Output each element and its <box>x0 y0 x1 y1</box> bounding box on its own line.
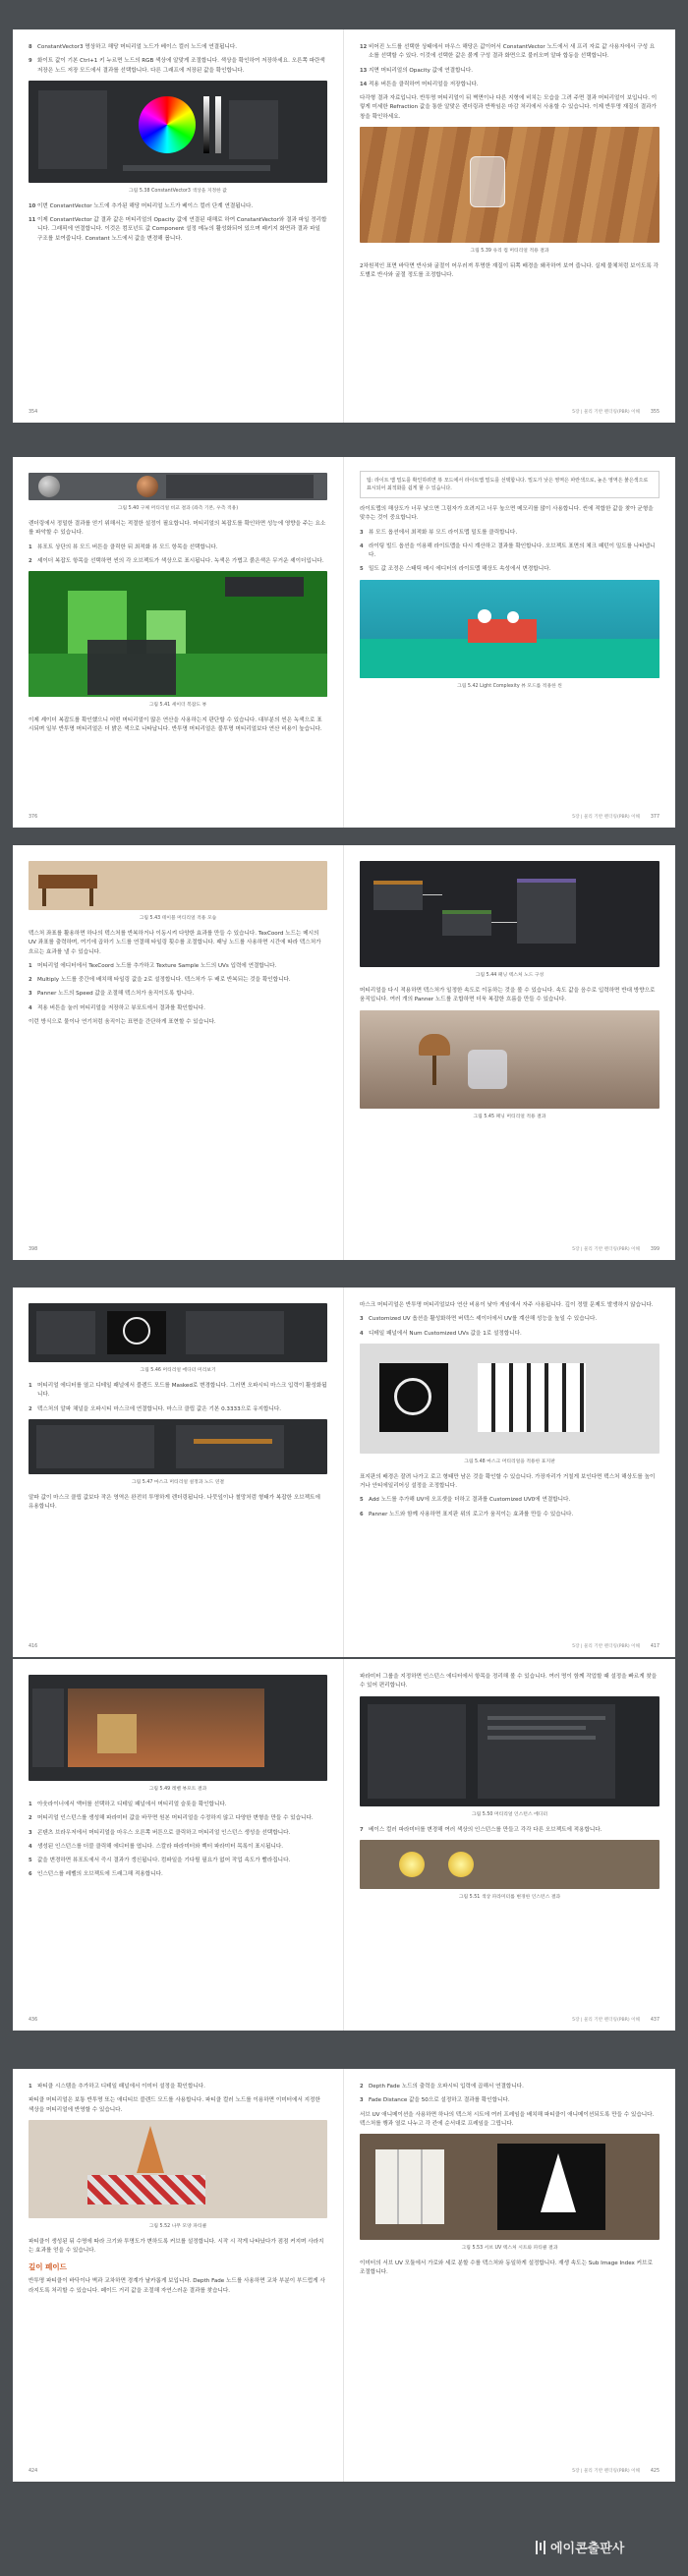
spread-3 <box>13 845 675 1260</box>
page-left <box>13 29 344 423</box>
running-head: 5장 | 물리 기반 렌더링(PBR) 이해 <box>572 815 640 820</box>
page-number: 377 <box>650 815 659 820</box>
step-item: 2 머티리얼 인스턴스를 생성해 파라미터 값을 바꾸면 원본 머티리얼을 수정하지 않고 다양한 변형을 만들 수 있습니다. <box>29 1814 327 1823</box>
paragraph: 렌더링에서 정밀한 결과를 얻기 위해서는 적절한 설정이 필요합니다. 머티리얼의 복잡도를 확인하면 성능에 영향을 주는 요소를 파악할 수 있습니다. <box>29 521 326 537</box>
page-left <box>13 1288 344 1657</box>
paragraph: 이제 셰이더 복잡도를 확인했으니 어떤 머티리얼이 많은 연산을 사용하는지 판단할 수 있습니다. 대부분의 씬은 녹색으로 표시되며 일부 반투명 머티리얼은 더 밝은 색으로 나타납니다. 반투명 머티리얼은 불투명 머티리얼보다 연산 비용이 높습니다. <box>29 717 322 733</box>
running-head: 5장 | 물리 기반 렌더링(PBR) 이해 <box>572 1247 640 1252</box>
paragraph: 알파 값이 마스크 클립 값보다 작은 영역은 완전히 투명하게 렌더링됩니다. 나뭇잎이나 철망처럼 형태가 복잡한 오브젝트에 유용합니다. <box>29 1494 320 1511</box>
page-number: 398 <box>29 1247 38 1252</box>
spread-6 <box>13 2069 675 2482</box>
running-head: 5장 | 물리 기반 렌더링(PBR) 이해 <box>572 410 640 415</box>
figure-caption: 그림 5.46 머티리얼 에디터 미리보기 <box>140 1368 216 1373</box>
page-right <box>344 1659 675 2031</box>
page-left <box>13 845 344 1260</box>
step-item: 3 Fade Distance 값을 50으로 설정하고 결과를 확인합니다. <box>360 2096 659 2105</box>
step-item: 2 텍스처의 알파 채널을 오파시티 마스크에 연결합니다. 마스크 클립 값은 기본 0.3333으로 유지합니다. <box>29 1405 327 1414</box>
figure-lamp <box>360 1010 659 1109</box>
spread-2 <box>13 457 675 828</box>
figure-nodegraph <box>360 861 659 967</box>
figure-caption: 그림 5.44 패닝 텍스처 노드 구성 <box>475 973 545 978</box>
step-item: 8 ConstantVector3 명상하고 해당 머티리얼 노드가 베이스 컬러 노드에 연결됩니다. <box>29 43 327 52</box>
step-item: 11 이제 ConstantVector 값 결과 값은 머티리얼의 Opacity 값에 연결된 대해로 하여 ConstantVector와 결과 파일 정리합니다. 그래픽에 연결합니다. 이것은 컴포넌트 값 Component 설정 메뉴의 활성화되어 있으며 패키지 화면과 결과 파일 구조를 보여줍니다. Constant 노드에서 값을 변경해 봅니다. <box>29 216 327 244</box>
page-number: 436 <box>29 2018 38 2023</box>
figure-caption: 그림 5.52 나무 모양 파티클 <box>148 2223 207 2229</box>
figure-lightmap <box>360 580 659 678</box>
figure-green <box>29 571 327 697</box>
page-number: 354 <box>29 410 38 415</box>
page-right <box>344 1288 675 1657</box>
step-item: 1 머티리얼 에디터를 열고 디테일 패널에서 블렌드 모드를 Masked로 변경합니다. 그러면 오파시티 마스크 입력이 활성화됩니다. <box>29 1382 327 1401</box>
page-number: 424 <box>29 2469 38 2474</box>
step-item: 3 콘텐츠 브라우저에서 머티리얼을 마우스 오른쪽 버튼으로 클릭하고 머티리얼 인스턴스 생성을 선택합니다. <box>29 1829 327 1838</box>
step-item: 2 Multiply 노드를 중간에 배치해 타일링 값을 2로 설정합니다. 텍스처가 두 배로 반복되는 것을 확인합니다. <box>29 976 327 985</box>
figure-caption: 그림 5.41 셰이더 복잡도 뷰 <box>148 703 207 709</box>
figure-caption: 그림 5.43 테이블 머티리얼 적용 모습 <box>139 916 217 921</box>
figure-darkpanels <box>29 1419 327 1474</box>
figure-logoeditor <box>29 1303 327 1362</box>
paragraph: 파티클 머티리얼은 보통 반투명 또는 애디티브 블렌드 모드를 사용합니다. 파티클 컬러 노드를 이용하면 이미터에서 지정한 색상을 머티리얼에 반영할 수 있습니다. <box>29 2097 320 2113</box>
page-right <box>344 457 675 828</box>
step-item: 4 디테일 패널에서 Num Customized UVs 값을 1로 설정합니다. <box>360 1330 659 1339</box>
figure-colorpicker <box>29 81 327 183</box>
figure-caption: 그림 5.49 레벨 뷰포트 결과 <box>148 1787 207 1792</box>
figure-caption: 그림 5.42 Light Complexity 뷰 모드를 적용한 씬 <box>457 683 562 689</box>
step-item: 13 지면 머티리얼의 Opacity 값에 연결합니다. <box>360 67 659 76</box>
step-item: 5 Add 노드를 추가해 UV에 오프셋을 더하고 결과를 Customized UV0에 연결합니다. <box>360 1496 659 1505</box>
step-item: 4 라이팅 빌드 옵션을 이용해 라이트맵을 다시 계산하고 결과를 확인합니다. 오브젝트 표면의 체크 패턴이 밀도를 나타냅니다. <box>360 543 659 561</box>
figure-caption: 그림 5.39 유리 컵 머티리얼 적용 결과 <box>470 249 549 255</box>
page-number: 355 <box>650 410 659 415</box>
figure-table <box>29 861 327 910</box>
step-item: 1 파티클 시스템을 추가하고 디테일 패널에서 이미터 설정을 확인합니다. <box>29 2083 327 2091</box>
step-item: 1 뷰포트 상단의 뷰 모드 버튼을 클릭한 뒤 최적화 뷰 모드 항목을 선택합니다. <box>29 544 327 552</box>
figure-caption: 그림 5.50 머티리얼 인스턴스 에디터 <box>471 1811 548 1817</box>
paragraph: 서브 UV 애니메이션을 사용하면 하나의 텍스처 시트에 여러 프레임을 배치해 파티클이 애니메이션되도록 만들 수 있습니다. 텍스처를 행과 열로 나누고 각 칸에 순서대로 프레임을 그립니다. <box>360 2111 655 2127</box>
paragraph: 2차원적인 표면 바닥면 반사와 굴절이 어우러져 투명한 재질이 뒤쪽 배경을 왜곡하여 보여 줍니다. 실제 물체처럼 보이도록 각도별로 반사와 굴절 정도를 조정합니다. <box>360 263 659 279</box>
paragraph: 머티리얼을 다시 적용하면 텍스처가 일정한 속도로 이동하는 것을 볼 수 있습니다. 속도 값을 음수로 입력하면 반대 방향으로 움직입니다. 여러 개의 Panner 노드를 조합하면 더욱 복잡한 흐름을 만들 수 있습니다. <box>360 988 656 1003</box>
paragraph: 마스크 머티리얼은 반투명 머티리얼보다 연산 비용이 낮아 게임에서 자주 사용됩니다. 깊이 정렬 문제도 발생하지 않습니다. <box>360 1302 654 1308</box>
step-item: 3 Panner 노드의 Speed 값을 조절해 텍스처가 움직이도록 합니다. <box>29 990 327 999</box>
page-right <box>344 845 675 1260</box>
publisher-logo-icon <box>536 2541 545 2554</box>
figure-caption: 그림 5.53 서브 UV 텍스처 시트와 파티클 결과 <box>461 2246 558 2252</box>
figure-signs <box>360 1344 659 1454</box>
spread-1 <box>13 29 675 423</box>
paragraph: 텍스처 좌표를 활용하면 하나의 텍스처를 반복하거나 이동시켜 다양한 효과를 만들 수 있습니다. TexCoord 노드는 메시의 UV 좌표를 출력하며, 여기에 곱하기 노드를 연결해 타일링 횟수를 조절합니다. 패닝 노드를 사용하면 시간에 따라 텍스처가 흐르는 효과를 낼 수 있습니다. <box>29 931 321 955</box>
paragraph: 표지판의 배경은 잘려 나가고 로고 형태만 남은 것을 확인할 수 있습니다. 가장자리가 거칠게 보인다면 텍스처 해상도를 높이거나 안티에일리어싱 설정을 조정합니다. <box>360 1473 656 1490</box>
spread-4 <box>13 1288 675 1657</box>
page-number: 417 <box>650 1644 659 1649</box>
spread-5 <box>13 1659 675 2031</box>
paragraph: 파티클이 생성된 뒤 수명에 따라 크기와 투명도가 변하도록 커브를 설정합니다. 시작 시 작게 나타났다가 점점 커지며 사라지는 효과를 얻을 수 있습니다. <box>29 2238 324 2255</box>
step-item: 6 Panner 노드와 함께 사용하면 표지판 위의 로고가 움직이는 효과를 만들 수 있습니다. <box>360 1511 659 1519</box>
paragraph: 다각형 결과 자료입니다. 반투명 머티리얼이 뒤 벽면이나 다른 지형에 비치는 모습을 그려 주면 결과 머티리얼이 보입니다. 이렇게 미세한 Refraction 값을 통한 알맞은 렌더링과 반짝임은 마감 처리에서 사용할 수 있습니다. 이제 반투명 재질의 결과가 창을 확인하세요. <box>360 95 658 120</box>
page-left <box>13 2069 344 2482</box>
step-item: 10 이번 ConstantVector 노드에 추가된 해당 머티리얼 노드가 베이스 컬러 단계 연결됩니다. <box>29 202 327 211</box>
step-item: 5 값을 변경하면 뷰포트에서 즉시 결과가 갱신됩니다. 컴파일을 기다릴 필요가 없어 작업 속도가 빨라집니다. <box>29 1857 327 1865</box>
figure-caption: 그림 5.51 색상 파라미터를 변경한 인스턴스 결과 <box>458 1894 561 1900</box>
figure-viewport <box>29 1675 327 1781</box>
page-number: 425 <box>650 2469 659 2474</box>
running-head: 5장 | 물리 기반 렌더링(PBR) 이해 <box>572 2018 640 2023</box>
step-item: 5 밀도 값 조정은 스태틱 메시 에디터의 라이트맵 해상도 속성에서 변경합니다. <box>360 565 659 574</box>
figure-caption: 그림 5.47 마스크 머티리얼 설정과 노드 연결 <box>132 1479 224 1485</box>
paragraph: 라이트맵의 해상도가 너무 낮으면 그림자가 흐려지고 너무 높으면 메모리를 많이 사용합니다. 씬에 적합한 값을 찾아 균형을 맞추는 것이 중요합니다. <box>360 506 654 522</box>
publisher-logo <box>536 2538 624 2556</box>
paragraph: 이런 방식으로 물이나 연기처럼 움직이는 표면을 간단하게 표현할 수 있습니다. <box>29 1019 216 1026</box>
page-left <box>13 457 344 828</box>
running-head: 5장 | 물리 기반 렌더링(PBR) 이해 <box>572 2469 640 2474</box>
paragraph: 이미터의 서브 UV 모듈에서 가로와 세로 분할 수를 텍스처와 동일하게 설정합니다. 재생 속도는 Sub Image Index 커브로 조절합니다. <box>360 2261 653 2276</box>
figure-spheres <box>29 473 327 500</box>
step-item: 1 아웃라이너에서 액터를 선택하고 디테일 패널에서 머티리얼 슬롯을 확인합니다. <box>29 1801 327 1809</box>
step-item: 4 적용 버튼을 눌러 머티리얼을 저장하고 뷰포트에서 결과를 확인합니다. <box>29 1004 327 1013</box>
step-item: 6 인스턴스를 레벨의 오브젝트에 드래그해 적용합니다. <box>29 1870 327 1879</box>
paragraph: 파라미터 그룹을 지정하면 인스턴스 에디터에서 항목을 정리해 볼 수 있습니다. 여러 명이 함께 작업할 때 설정을 빠르게 찾을 수 있어 편리합니다. <box>360 1674 658 1689</box>
figure-lemons <box>360 1840 659 1889</box>
page-number: 416 <box>29 1644 38 1649</box>
figure-glass <box>360 127 659 243</box>
note-box: 팁: 라이트 맵 밀도를 확인하려면 뷰 모드에서 라이트맵 밀도를 선택합니다. 밀도가 낮은 영역은 파란색으로, 높은 영역은 붉은색으로 표시되어 최적화를 쉽게 할 수 있습니다. <box>360 471 659 498</box>
step-item: 2 Depth Fade 노드의 출력을 오파시티 입력에 곱해서 연결합니다. <box>360 2083 659 2091</box>
step-item: 4 생성된 인스턴스를 더블 클릭해 에디터를 엽니다. 스칼라 파라미터와 벡터 파라미터 목록이 표시됩니다. <box>29 1843 327 1852</box>
figure-subuv <box>360 2134 659 2240</box>
figure-caption: 그림 5.48 마스크 머티리얼을 적용한 표지판 <box>464 1459 555 1464</box>
step-item: 9 화이트 값이 기본 Ctrl+1 키 누르면 노드의 RGB 색상에 알맞게 조절합니다. 색상을 확인하여 저장하세요. 오른쪽 파란색 저장은 노드 저장 모드에서 결과를 선택합니다. 다른 그래프에 저장된 값을 확인합니다. <box>29 57 327 76</box>
step-item: 3 Customized UV 옵션을 활성화하면 버텍스 셰이더에서 UV를 계산해 성능을 높일 수 있습니다. <box>360 1315 659 1324</box>
figure-caption: 그림 5.40 구체 머티리얼 비교 결과 (좌측 기본, 우측 적용) <box>117 506 239 511</box>
page-number: 399 <box>650 1247 659 1252</box>
figure-instance <box>360 1696 659 1806</box>
section-heading: 깊이 페이드 <box>29 2262 67 2272</box>
step-item: 2 셰이더 복잡도 항목을 선택하면 씬의 각 오브젝트가 색상으로 표시됩니다. 녹색은 가볍고 붉은색은 무거운 셰이더입니다. <box>29 557 327 566</box>
step-item: 7 베이스 컬러 파라미터를 변경해 여러 색상의 인스턴스를 만들고 각각 다른 오브젝트에 적용합니다. <box>360 1826 659 1835</box>
step-item: 12 비어진 노드를 선택한 상태에서 마우스 해당은 값이어서 ConstantVector 노드에서 새 프리 자료 값 사용자에서 구성 요소를 선택할 수 있다. 이것에 선택한 값은 붉게 구성 결과 화면으로 불러오며 알파 합동을 선택합니다. <box>360 43 659 62</box>
page-left <box>13 1659 344 2031</box>
figure-caption: 그림 5.45 패닝 머티리얼 적용 결과 <box>473 1114 546 1119</box>
page-number: 437 <box>650 2018 659 2023</box>
step-item: 1 머티리얼 에디터에서 TexCoord 노드를 추가하고 Texture Sample 노드의 UVs 입력에 연결합니다. <box>29 962 327 971</box>
step-item: 14 적용 버튼을 클릭하여 머티리얼을 저장합니다. <box>360 81 659 89</box>
figure-caption: 그림 5.38 ConstantVector3 색상을 지정한 값 <box>129 188 227 194</box>
figure-tree <box>29 2120 327 2218</box>
page-number: 376 <box>29 815 38 820</box>
step-item: 3 뷰 모드 옵션에서 최적화 뷰 모드 라이트맵 밀도를 클릭합니다. <box>360 529 659 538</box>
running-head: 5장 | 물리 기반 렌더링(PBR) 이해 <box>572 1644 640 1649</box>
page-right <box>344 29 675 423</box>
page-right <box>344 2069 675 2482</box>
paragraph: 반투명 파티클이 바닥이나 벽과 교차하면 경계가 날카롭게 보입니다. Depth Fade 노드를 사용하면 교차 부분이 부드럽게 사라지도록 처리할 수 있습니다. 페이드 거리 값을 조절해 자연스러운 결과를 찾습니다. <box>29 2278 325 2294</box>
publisher-name: 에이콘출판사 <box>550 2542 625 2556</box>
